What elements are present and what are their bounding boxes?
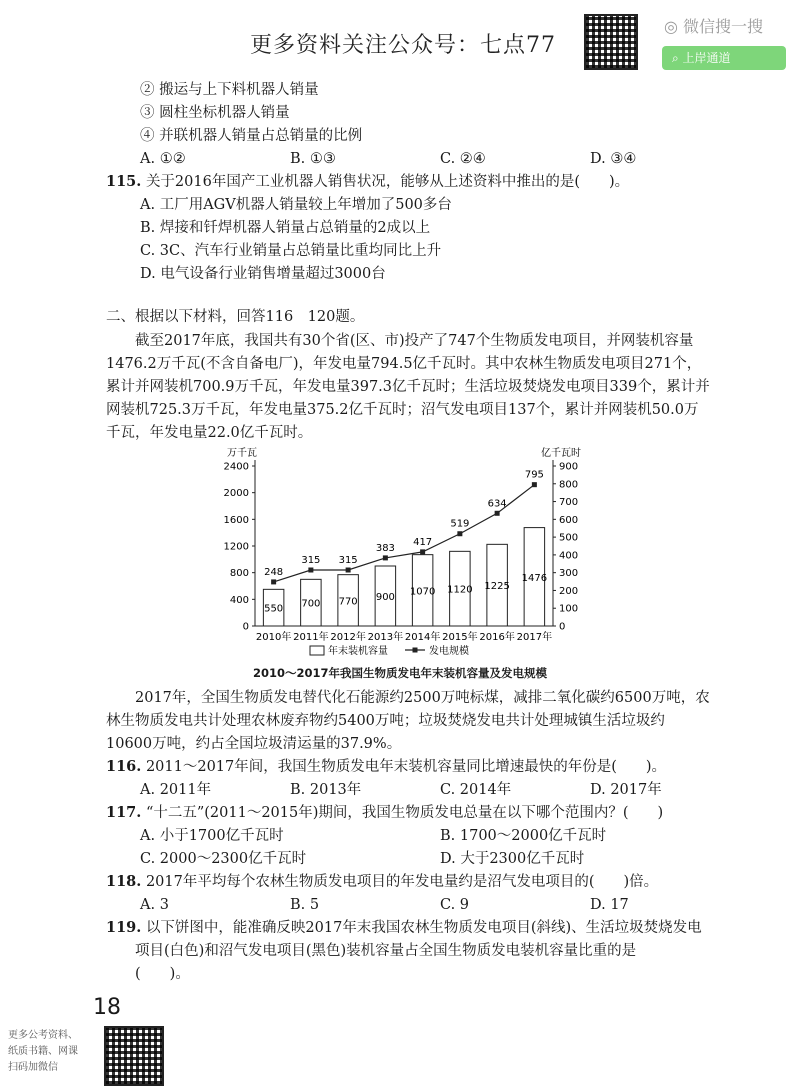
q114-item-4: ④ 并联机器人销量占总销量的比例 [140,128,363,144]
footer-promo-line: 纸质书籍、网课 [8,1046,78,1057]
q117-number: 117. [106,804,142,821]
bar-value-label: 900 [375,592,395,603]
q115-option-b[interactable]: B. 焊接和钎焊机器人销量占总销量的2成以上 [140,220,431,236]
search-icon: ⌕ [672,51,683,65]
bar-value-label: 700 [301,598,321,610]
para2-line-3: 10600万吨，约占全国垃圾清运量的37.9%。 [106,736,402,752]
legend-line-marker [413,648,418,653]
q116-number: 116. [106,758,142,775]
q117-option-b[interactable]: B. 1700～2000亿千瓦时 [440,828,607,844]
legend-bar-swatch [310,646,324,655]
q117-stem [106,803,663,823]
line-point [271,579,276,584]
x-tick-label: 2011年 [293,632,329,643]
q115-text: 关于2016年国产工业机器人销售状况，能够从上述资料中推出的是( )。 [145,174,630,190]
line-value-label: 248 [264,566,284,578]
footer-promo-line: 扫码加微信 [8,1062,58,1073]
q116-option-d[interactable]: D. 2017年 [590,782,662,798]
q118-number: 118. [106,873,142,890]
tick-label-right: 900 [559,461,579,473]
tick-label-left: 1600 [223,514,249,526]
q118-option-a[interactable]: A. 3 [140,897,169,913]
q119-number: 119. [106,919,142,936]
y-axis-right-label: 亿千瓦时 [541,448,581,459]
q119-stem [106,918,702,938]
legend-line-label: 发电规模 [429,646,469,657]
q116-option-a[interactable]: A. 2011年 [140,782,212,798]
tick-label-right: 300 [559,568,579,580]
line-point [308,568,313,573]
tick-label-left: 400 [229,594,249,606]
material-line-2: 1476.2万千瓦(不含自备电厂)，年发电量794.5亿千瓦时。其中农林生物质发电项目271个， [106,356,702,372]
tick-label-right: 500 [559,532,579,544]
line-point [346,568,351,573]
y-axis-left-label: 万千瓦 [227,448,257,459]
line-point [383,555,388,560]
para2-line-1: 2017年，全国生物质发电替代化石能源约2500万吨标煤，减排二氧化碳约6500万吨，农 [135,690,710,706]
x-tick-label: 2016年 [479,632,515,643]
q115-number: 115. [106,173,142,190]
q115-stem [106,172,629,192]
bar-value-label: 550 [264,603,284,615]
page-number: 18 [93,995,121,1020]
tick-label-left: 2400 [223,461,249,473]
q116-option-b[interactable]: B. 2013年 [290,782,362,798]
q118-option-d[interactable]: D. 17 [590,897,629,913]
q114-option-d[interactable]: D. ③④ [590,151,637,167]
bar-value-label: 1120 [447,584,473,596]
tick-label-left: 0 [242,621,249,633]
tick-label-left: 800 [229,568,249,580]
tick-label-right: 100 [559,603,579,615]
q114-item-2: ② 搬运与上下料机器人销量 [140,82,319,98]
q114-option-b[interactable]: B. ①③ [290,151,336,167]
footer-promo [8,1028,98,1076]
q118-option-c[interactable]: C. 9 [440,897,470,913]
bar-value-label: 1070 [409,586,436,598]
line-point [532,482,537,487]
q116-stem [106,757,666,777]
line-point [495,511,500,516]
line-value-label: 315 [338,555,358,566]
tick-label-left: 1200 [223,541,249,553]
biomass-chart [210,440,610,662]
q115-option-d[interactable]: D. 电气设备行业销售增量超过3000台 [140,266,386,282]
tick-label-left: 2000 [223,488,249,500]
material-line-1: 截至2017年底，我国共有30个省(区、市)投产了747个生物质发电项目，并网装机容量 [135,333,694,349]
q114-option-c[interactable]: C. ②④ [440,151,486,167]
q118-stem [106,872,658,892]
line-value-label: 634 [487,498,507,510]
q118-text: 2017年平均每个农林生物质发电项目的年发电量约是沼气发电项目的( )倍。 [145,874,659,890]
q114-option-a[interactable]: A. ①② [140,151,186,167]
bar-value-label: 1476 [521,572,548,584]
x-tick-label: 2014年 [404,632,441,643]
footer-qr-code-icon [104,1026,164,1086]
wechat-icon: ◎ [664,17,684,36]
search-button[interactable]: ⌕ 上岸通道 [662,46,786,70]
legend-bar-label: 年末装机容量 [328,646,388,657]
line-value-label: 383 [375,542,395,554]
q119-line-2: 项目(白色)和沼气发电项目(黑色)装机容量占全国生物质发电装机容量比重的是 [135,943,637,959]
section-heading: 二、根据以下材料，回答116 120题。 [106,309,365,325]
q116-text: 2011～2017年间，我国生物质发电年末装机容量同比增速最快的年份是( )。 [145,759,667,775]
material-line-4: 网装机725.3万千瓦，年发电量375.2亿千瓦时；沼气发电项目137个，累计并网装机50.0万 [106,402,699,418]
line-value-label: 519 [450,518,470,530]
tick-label-right: 400 [559,550,579,562]
tick-label-right: 800 [559,479,579,491]
tick-label-right: 0 [559,621,566,633]
q116-option-c[interactable]: C. 2014年 [440,782,512,798]
q119-line-3: ( )。 [135,966,190,982]
q117-text: “十二五”(2011～2015年)期间，我国生物质发电总量在以下哪个范围内？( ) [145,805,664,821]
tick-label-right: 700 [559,497,579,509]
header-banner: 更多资料关注公众号：七点77 [250,33,556,58]
x-tick-label: 2010年 [255,632,292,643]
q117-option-c[interactable]: C. 2000～2300亿千瓦时 [140,851,307,867]
q115-option-c[interactable]: C. 3C、汽车行业销量占总销量比重均同比上升 [140,243,442,259]
q119-line-1: 以下饼图中，能准确反映2017年末我国农林生物质发电项目(斜线)、生活垃圾焚烧发电 [145,920,702,936]
wechat-search-logo: ◎ 微信搜一搜 [664,17,764,36]
q117-option-a[interactable]: A. 小于1700亿千瓦时 [140,828,284,844]
bar-value-label: 770 [338,596,358,608]
x-tick-label: 2015年 [442,632,478,643]
q114-item-3: ③ 圆柱坐标机器人销量 [140,105,290,121]
bar-value-label: 1225 [484,581,510,593]
q117-option-d[interactable]: D. 大于2300亿千瓦时 [440,851,585,867]
line-value-label: 315 [301,555,321,566]
qr-code-icon [584,14,638,70]
tick-label-right: 600 [559,514,579,526]
x-tick-label: 2012年 [330,632,366,643]
line-value-label: 417 [413,536,433,548]
material-line-3: 累计并网装机700.9万千瓦，年发电量397.3亿千瓦时；生活垃圾焚烧发电项目339个，累计并 [106,379,710,395]
line-point [457,531,462,536]
footer-promo-line: 更多公考资料、 [8,1030,78,1041]
tick-label-right: 200 [559,585,579,597]
line-value-label: 795 [524,469,544,481]
x-tick-label: 2013年 [367,632,404,643]
q118-option-b[interactable]: B. 5 [290,897,320,913]
q115-option-a[interactable]: A. 工厂用AGV机器人销量较上年增加了500多台 [140,197,452,213]
x-tick-label: 2017年 [516,632,553,643]
chart-title: 2010～2017年我国生物质发电年末装机容量及发电规模 [252,666,547,680]
line-point [420,549,425,554]
para2-line-2: 林生物质发电共计处理农林废弃物约5400万吨；垃圾焚烧发电共计处理城镇生活垃圾约 [106,713,665,729]
material-line-5: 千瓦，年发电量22.0亿千瓦时。 [106,425,313,441]
